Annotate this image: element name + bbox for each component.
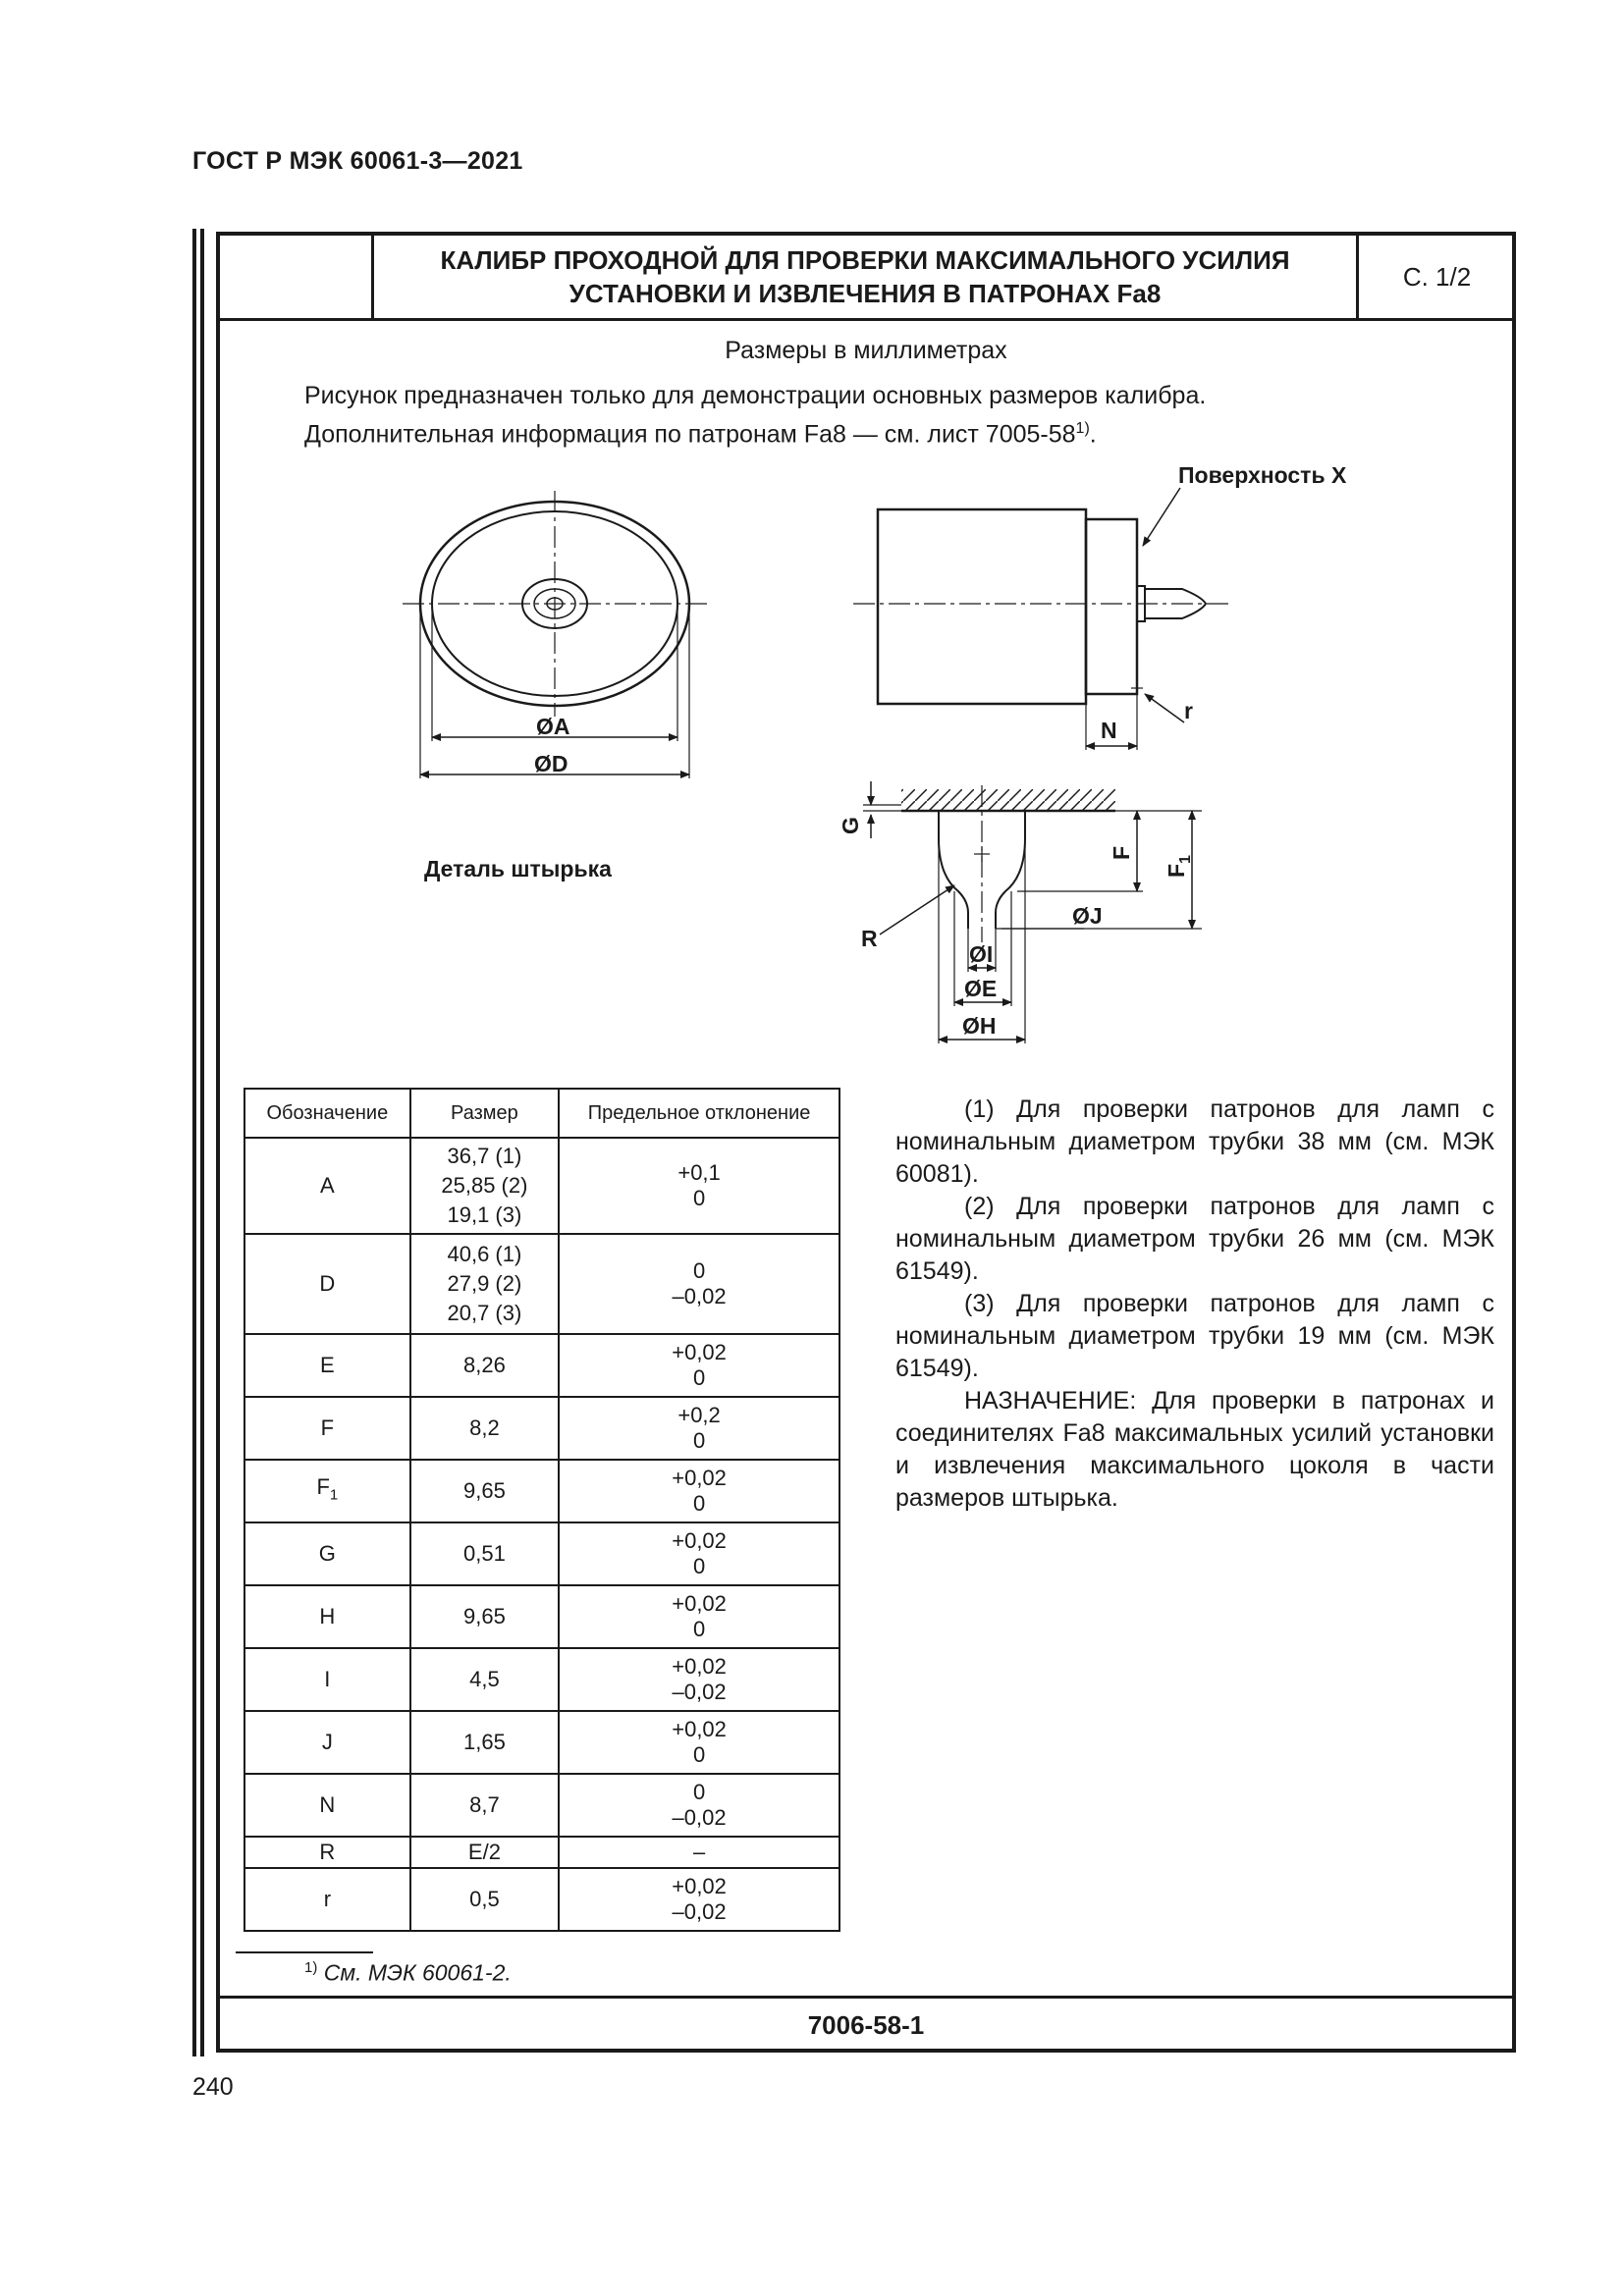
R-leader [880,885,954,934]
label-dimension-N: N [1101,718,1117,743]
cell-size: 4,5 [410,1648,559,1711]
label-dimension-H: ØH [962,1013,997,1039]
binding-line [200,229,204,2056]
cell-tolerance: +0,2 0 [559,1397,839,1460]
units-note: Размеры в миллиметрах [725,337,1007,364]
label-dimension-A: ØA [536,714,570,739]
intro-line-2: Дополнительная информация по патронам Fa8 — см. лист 7005-58$^{1)}$. [304,420,1097,449]
label-dimension-I: ØI [969,941,994,967]
cell-size: 9,65 [410,1585,559,1648]
label-dimension-G: G [838,817,863,834]
purpose-note: НАЗНАЧЕНИЕ: Для проверки в патронах и соединителях Fa8 максимальных усилий установки и извлечения максимального цоколя в части размеров штырька. [895,1387,1494,1512]
label-dimension-F1: F1 [1164,855,1194,878]
binding-line [192,229,196,2056]
cell-symbol: G [244,1522,410,1585]
sheet-title-line-2: УСТАНОВКИ И ИЗВЛЕЧЕНИЯ В ПАТРОНАХ Fa8 [568,279,1162,308]
label-dimension-J: ØJ [1072,903,1103,929]
note-2: (2) Для проверки патронов для ламп с номинальным диаметром трубки 26 мм (см. МЭК 61549). [895,1193,1494,1285]
cell-size: 0,5 [410,1868,559,1931]
cell-tolerance: +0,02 0 [559,1585,839,1648]
gauge-body [878,509,1086,704]
cell-size: 8,2 [410,1397,559,1460]
table-row [244,1234,839,1334]
cell-symbol: D [244,1234,410,1334]
dimensions-table [244,1088,840,1932]
cell-size: 0,51 [410,1522,559,1585]
cell-tolerance: +0,02 0 [559,1460,839,1522]
note-3: (3) Для проверки патронов для ламп с номинальным диаметром трубки 19 мм (см. МЭК 61549). [895,1290,1494,1382]
cell-tolerance: +0,1 0 [559,1138,839,1234]
column-header: Обозначение [244,1089,410,1138]
cell-size: E/2 [410,1837,559,1868]
table-row [244,1138,839,1234]
page-number: 240 [192,2073,234,2101]
gauge-shoulder [1086,519,1137,694]
cell-tolerance: 0 –0,02 [559,1774,839,1837]
cell-size: 36,7 (1) 25,85 (2) 19,1 (3) [410,1138,559,1234]
cell-tolerance: +0,02 0 [559,1334,839,1397]
r-leader [1145,694,1184,722]
table-row [244,1648,839,1711]
pin-detail-view [863,781,1202,1043]
cell-tolerance: +0,02 0 [559,1522,839,1585]
cell-symbol: E [244,1334,410,1397]
cell-symbol: A [244,1138,410,1234]
side-view [853,488,1228,750]
label-dimension-D: ØD [534,751,568,776]
label-radius-R: R [861,926,878,951]
surface-x-leader [1143,488,1180,546]
document-header: ГОСТ Р МЭК 60061-3—2021 [192,147,523,175]
cell-symbol: F [244,1397,410,1460]
pin-profile-left [939,811,968,929]
table-row [244,1334,839,1397]
table-row [244,1837,839,1868]
cell-tolerance: 0 –0,02 [559,1234,839,1334]
table-row [244,1460,839,1522]
sheet-frame [216,232,1516,2053]
notes-block [895,1094,1494,1515]
cell-size: 1,65 [410,1711,559,1774]
sheet-title-line-1: КАЛИБР ПРОХОДНОЙ ДЛЯ ПРОВЕРКИ МАКСИМАЛЬНОГО УСИЛИЯ [440,245,1290,275]
table-row [244,1585,839,1648]
cell-symbol: R [244,1837,410,1868]
label-dimension-F: F [1109,845,1134,860]
label-detail: Деталь штырька [424,856,612,881]
cell-tolerance: +0,02 0 [559,1711,839,1774]
table-row [244,1868,839,1931]
table-row [244,1397,839,1460]
cell-size: 9,65 [410,1460,559,1522]
cell-symbol: r [244,1868,410,1931]
column-header: Размер [410,1089,559,1138]
pin-profile-right [996,811,1025,929]
table-row [244,1711,839,1774]
hatched-surface [901,789,1115,811]
cell-size: 8,26 [410,1334,559,1397]
cell-size: 40,6 (1) 27,9 (2) 20,7 (3) [410,1234,559,1334]
table-row [244,1774,839,1837]
label-radius-r: r [1184,698,1193,723]
cell-symbol: $F_1$ [244,1460,410,1522]
intro-line-1: Рисунок предназначен только для демонстрации основных размеров калибра. [304,382,1207,409]
cell-symbol: N [244,1774,410,1837]
cell-size: 8,7 [410,1774,559,1837]
table-header-row [244,1089,839,1138]
cell-symbol: J [244,1711,410,1774]
cell-tolerance: +0,02 –0,02 [559,1868,839,1931]
note-1: (1) Для проверки патронов для ламп с номинальным диаметром трубки 38 мм (см. МЭК 60081). [895,1095,1494,1188]
column-header: Предельное отклонение [559,1089,839,1138]
table-row [244,1522,839,1585]
sheet-page-number: С. 1/2 [1356,236,1515,318]
cell-symbol: H [244,1585,410,1648]
cell-tolerance: – [559,1837,839,1868]
footnote: $^{1)}$ См. МЭК 60061-2. [304,1959,512,1986]
cell-symbol: I [244,1648,410,1711]
technical-drawing [220,236,1512,1070]
footnote-rule [236,1951,373,1953]
sheet-code: 7006-58-1 [220,1996,1512,2052]
label-dimension-E: ØE [964,976,998,1001]
cell-tolerance: +0,02 –0,02 [559,1648,839,1711]
label-surface-x: Поверхность X [1178,462,1347,488]
